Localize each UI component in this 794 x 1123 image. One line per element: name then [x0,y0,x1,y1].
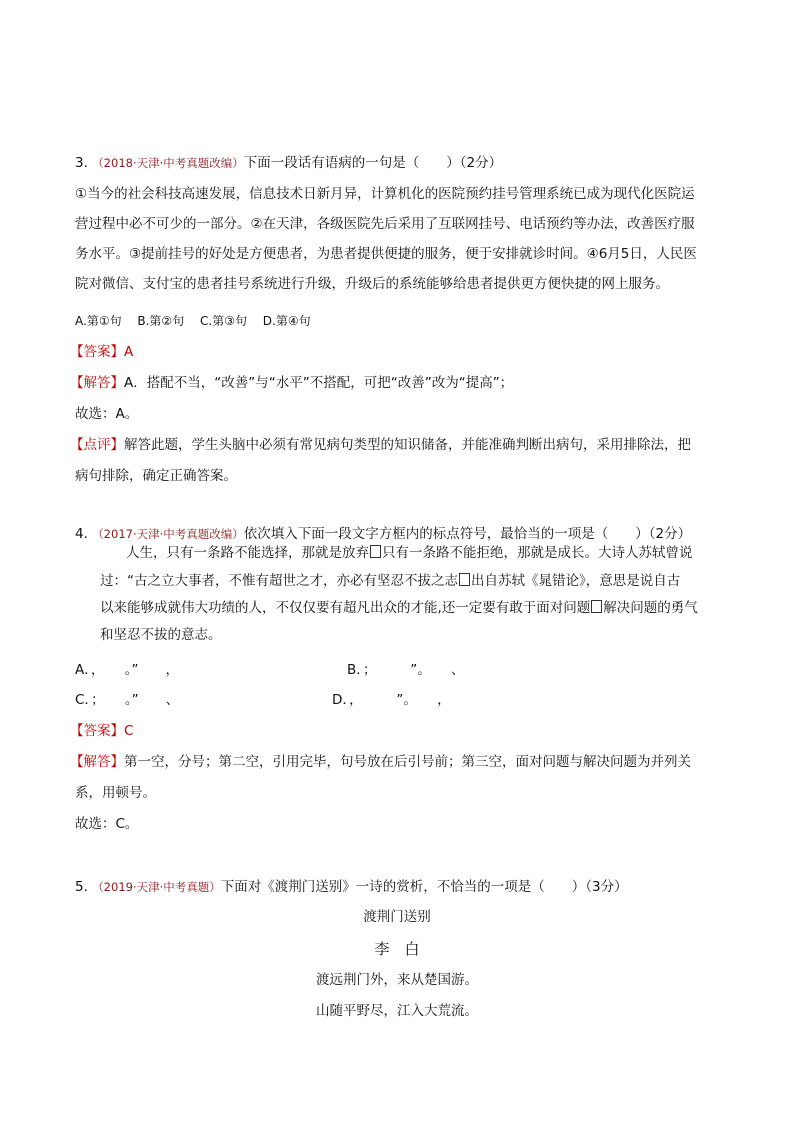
poem-title: 渡荆门送别 [363,909,431,925]
q3-comment-text-1: 解答此题，学生头脑中必须有常见病句类型的知识储备，并能准确判断出病句，采用排除法，把 [124,437,691,453]
q3-body-line-3: 务水平。③提前挂号的好处是方便患者，为患者提供便捷的服务，便于安排就诊时间。④6月5日，人民医 [75,246,697,262]
q3-comment [70,435,691,455]
q5-source: （2019·天津·中考真题） [92,880,221,894]
q4-answer-tag: 【答案】 [70,723,124,739]
q4-analysis [70,752,691,772]
q3-comment-tag: 【点评】 [70,437,124,453]
q3-choose: 故选：A。 [75,406,139,422]
q3-stem: 下面一段话有语病的一句是（ ）（2分） [243,155,503,171]
q4-option-c: C．； 。” 、 [75,692,180,708]
q4-analysis-text-1: 第一空，分号；第二空，引用完毕，句号放在后引号前；第三空，面对问题与解决问题为并列关 [124,754,691,770]
q4-analysis-tag: 【解答】 [70,754,124,770]
q4-source: （2017·天津·中考真题改编） [92,527,244,541]
q4-passage-text-2b: 出自苏轼《晁错论》，意思是说自古 [471,573,681,589]
q4-analysis-line-2: 系，用顿号。 [75,785,156,801]
q3-body-line-2: 营过程中必不可少的一部分。②在天津，各级医院先后采用了互联网挂号、电话预约等办法，改善医疗服 [75,216,695,232]
q4-option-d: D．， ”。 ， [332,692,451,708]
q4-option-b: B．； ”。 、 [347,662,465,678]
q3-analysis-text: A．搭配不当，“改善”与“水平”不搭配，可把“改善”改为“提高”； [124,375,514,391]
q3-source: （2018·天津·中考真题改编） [92,156,244,170]
q3-comment-line-2: 病句排除，确定正确答案。 [75,468,237,484]
q3-analysis-tag: 【解答】 [70,375,124,391]
q3-options: A.第①句 B.第②句 C.第③句 D.第④句 [75,314,311,328]
poem-author: 李 白 [374,940,420,958]
q4-passage-text-3a: 以来能够成就伟大功绩的人，不仅仅要有超凡出众的才能,还一定要有敢于面对问题 [100,600,591,616]
q4-passage-line-4: 和坚忍不拔的意志。 [100,627,222,643]
poem-line-1: 渡远荆门外，来从楚国游。 [316,972,478,988]
q3-answer-tag: 【答案】 [70,344,124,360]
q3-analysis [70,373,513,393]
q4-passage-line-1 [126,543,693,563]
poem-line-2: 山随平野尽，江入大荒流。 [316,1003,478,1019]
q4-number: 4. [75,526,88,542]
q5-number: 5. [75,879,88,895]
q4-answer-value: C [124,723,134,739]
q3-number: 3. [75,155,88,171]
q3-header [75,153,502,173]
q4-passage-line-3 [100,598,698,618]
q4-passage-text-1a: 人生，只有一条路不能选择，那就是放弃 [126,545,369,561]
q3-body-line-4: 院对微信、支付宝的患者挂号系统进行升级，升级后的系统能够给患者提供更方便快捷的网上服务。 [75,276,669,292]
blank-box-3 [591,600,602,613]
q4-option-a: A．， 。” ， [75,662,179,678]
q3-body-line-1: ①当今的社会科技高速发展，信息技术日新月异，计算机化的医院预约挂号管理系统已成为现代化医院运 [75,186,695,202]
q4-answer [70,721,133,741]
q4-passage-text-3b: 解决问题的勇气 [603,600,698,616]
q4-header [75,524,691,544]
q3-answer [70,342,133,362]
q4-choose: 故选：C。 [75,816,139,832]
q4-passage-text-1b: 只有一条路不能拒绝，那就是成长。大诗人苏轼曾说 [382,545,693,561]
q5-header [75,877,628,897]
q4-passage-line-2 [100,571,680,591]
q4-stem: 依次填入下面一段文字方框内的标点符号，最恰当的一项是（ ）（2分） [243,526,692,542]
q4-passage-text-2a: 过：“古之立大事者，不惟有超世之才，亦必有坚忍不拔之志 [100,573,458,589]
q3-answer-value: A [124,344,134,360]
blank-box-2 [459,573,470,586]
q5-stem: 下面对《渡荆门送别》一诗的赏析，不恰当的一项是（ ）（3分） [220,879,628,895]
blank-box-1 [370,545,381,558]
